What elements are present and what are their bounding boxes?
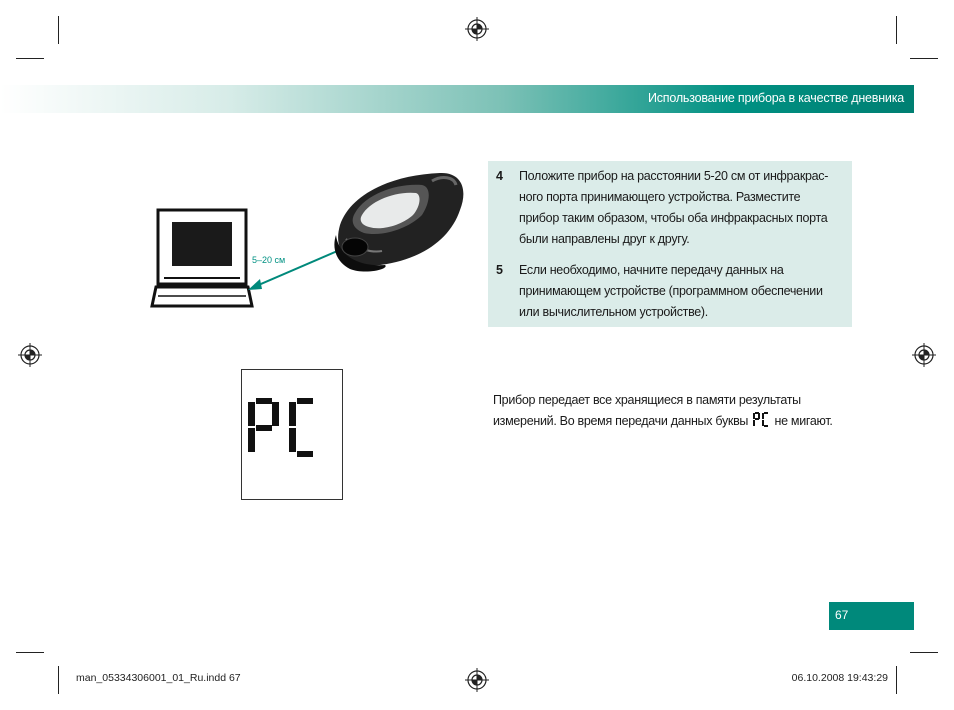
step-number: 4 (496, 169, 503, 183)
infrared-transfer-illustration (150, 165, 470, 315)
registration-mark-icon (465, 668, 489, 692)
registration-mark-icon (912, 343, 936, 367)
lcd-display (241, 369, 343, 500)
step-item (496, 260, 844, 323)
instruction-steps-box (488, 161, 852, 327)
section-title: Использование прибора в качестве дневника (647, 91, 904, 105)
step-text-line: прибор таким образом, чтобы оба инфракрасных порта (519, 211, 828, 225)
crop-mark (910, 652, 938, 653)
step-number: 5 (496, 263, 503, 277)
crop-mark (910, 58, 938, 59)
step-item (496, 166, 844, 250)
crop-mark (58, 666, 59, 694)
page-number-box (829, 602, 914, 630)
crop-mark (16, 652, 44, 653)
meter-device-icon (334, 173, 463, 272)
crop-mark (16, 58, 44, 59)
pc-symbol-icon (752, 412, 770, 427)
description-line (493, 411, 873, 432)
step-text-line: Положите прибор на расстоянии 5-20 см от инфракрас- (519, 169, 829, 183)
step-text-line: были направлены друг к другу. (519, 232, 690, 246)
step-text-line: или вычислительном устройстве). (519, 305, 708, 319)
step-text-line: принимающем устройстве (программном обеспечении (519, 284, 823, 298)
registration-mark-icon (465, 17, 489, 41)
description-text: измерений. Во время передачи данных буквы (493, 414, 749, 428)
transfer-description (493, 390, 873, 432)
page-number: 67 (835, 608, 849, 622)
footer-timestamp: 06.10.2008 19:43:29 (791, 672, 888, 684)
crop-mark (896, 666, 897, 694)
computer-icon (152, 210, 252, 306)
lcd-pc-symbol (242, 370, 342, 499)
crop-mark (58, 16, 59, 44)
registration-mark-icon (18, 343, 42, 367)
distance-arrow-icon (248, 246, 348, 290)
footer-filename: man_05334306001_01_Ru.indd 67 (76, 672, 241, 684)
distance-label: 5–20 см (252, 255, 286, 265)
crop-mark (896, 16, 897, 44)
description-line: Прибор передает все хранящиеся в памяти результаты (493, 393, 801, 407)
step-text-line: ного порта принимающего устройства. Разместите (519, 190, 801, 204)
description-text: не мигают. (774, 414, 833, 428)
step-text-line: Если необходимо, начните передачу данных на (519, 263, 784, 277)
